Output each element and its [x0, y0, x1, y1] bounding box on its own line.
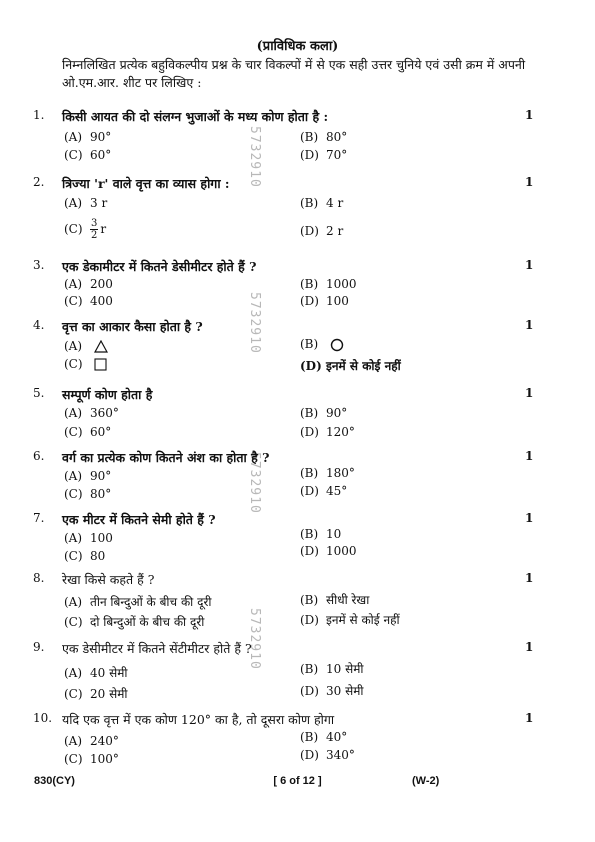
circle-icon: [330, 338, 344, 352]
square-icon: [94, 358, 108, 371]
question-text: रेखा किसे कहते हैं ?: [62, 572, 155, 587]
option-a: (A) 360°: [64, 406, 119, 420]
option-c: (C) 80°: [64, 487, 112, 501]
paper-set: (W-2): [412, 775, 440, 787]
option-b: (B) 1000: [300, 277, 357, 291]
question-marks: 1: [525, 175, 534, 189]
watermark-2: 5732910: [247, 292, 262, 354]
option-b: (B) 10: [300, 527, 342, 541]
section-title: (प्राविधिक कला): [256, 39, 339, 54]
question-text: सम्पूर्ण कोण होता है: [62, 387, 153, 402]
watermark-1: 5732910: [247, 126, 262, 188]
option-d: (D) 45°: [300, 484, 348, 498]
option-c: (C) 60°: [64, 425, 112, 439]
paper-code: 830(CY): [34, 775, 75, 787]
question-marks: 1: [525, 449, 534, 463]
question-marks: 1: [525, 711, 534, 725]
question-text: किसी आयत की दो संलग्न भुजाओं के मध्य कोण होता है :: [62, 109, 329, 124]
question-text: यदि एक वृत्त में एक कोण 120° का है, तो दूसरा कोण होगा: [62, 712, 335, 727]
page-number: [ 6 of 12 ]: [273, 775, 322, 787]
option-a: (A) 90°: [64, 130, 112, 144]
option-a: (A) तीन बिन्दुओं के बीच की दूरी: [64, 595, 212, 609]
option-d: (D) इनमें से कोई नहीं: [300, 613, 400, 627]
question-text: वृत्त का आकार कैसा होता है ?: [62, 319, 203, 334]
option-a: (A) 200: [64, 277, 113, 291]
option-d: (D) इनमें से कोई नहीं: [300, 359, 401, 373]
question-marks: 1: [525, 318, 534, 332]
option-d: (D) 120°: [300, 425, 355, 439]
question-text: एक डेकामीटर में कितने डेसीमीटर होते हैं ?: [62, 259, 257, 274]
triangle-icon: [94, 340, 108, 353]
option-a: (A): [64, 339, 108, 353]
question-marks: 1: [525, 386, 534, 400]
option-a: (A) 3 r: [64, 196, 108, 210]
option-c: (C) 400: [64, 294, 113, 308]
question-text: एक मीटर में कितने सेमी होते हैं ?: [62, 512, 216, 527]
option-c: (C) 20 सेमी: [64, 687, 128, 701]
option-b: (B) 4 r: [300, 196, 344, 210]
question-number: 7.: [33, 511, 45, 525]
question-number: 2.: [33, 175, 45, 189]
question-number: 6.: [33, 449, 45, 463]
option-a: (A) 40 सेमी: [64, 666, 128, 680]
question-marks: 1: [525, 511, 534, 525]
question-marks: 1: [525, 571, 534, 585]
option-c: (C) 100°: [64, 752, 119, 766]
option-d: (D) 70°: [300, 148, 348, 162]
option-c: (C) $\frac{3}{2}$ r: [64, 218, 107, 241]
question-number: 4.: [33, 318, 45, 332]
question-text: एक डेसीमीटर में कितने सेंटीमीटर होते हैं ?: [62, 641, 252, 656]
question-number: 10.: [33, 711, 53, 725]
question-number: 5.: [33, 386, 45, 400]
option-b: (B) 10 सेमी: [300, 662, 364, 676]
option-d: (D) 2 r: [300, 224, 344, 238]
option-b: (B) सीधी रेखा: [300, 593, 370, 607]
question-text: वर्ग का प्रत्येक कोण कितने अंश का होता है ?: [62, 450, 270, 465]
question-marks: 1: [525, 258, 534, 272]
option-d: (D) 100: [300, 294, 349, 308]
option-c: (C) 60°: [64, 148, 112, 162]
question-marks: 1: [525, 640, 534, 654]
option-a: (A) 100: [64, 531, 113, 545]
option-a: (A) 90°: [64, 469, 112, 483]
option-d: (D) 1000: [300, 544, 357, 558]
question-number: 9.: [33, 640, 45, 654]
option-d: (D) 30 सेमी: [300, 684, 364, 698]
option-c: (C) 80: [64, 549, 106, 563]
instructions: निम्नलिखित प्रत्येक बहुविकल्पीय प्रश्न के चार विकल्पों में से एक सही उत्तर चुनिये एवं उसी क्रम में अपनी ओ.एम.आर. शीट पर लिखिए :: [62, 57, 526, 90]
option-c: (C): [64, 357, 108, 371]
question-number: 8.: [33, 571, 45, 585]
option-b: (B): [300, 337, 344, 352]
option-a: (A) 240°: [64, 734, 119, 748]
question-number: 1.: [33, 108, 45, 122]
question-number: 3.: [33, 258, 45, 272]
option-b: (B) 40°: [300, 730, 348, 744]
watermark-3: 5732910: [247, 452, 262, 514]
watermark-4: 5732910: [247, 608, 262, 670]
option-b: (B) 90°: [300, 406, 348, 420]
question-text: त्रिज्या 'r' वाले वृत्त का व्यास होगा :: [62, 176, 230, 191]
option-b: (B) 180°: [300, 466, 355, 480]
fraction-three-halves: $\frac{3}{2}$: [91, 218, 98, 241]
option-c: (C) दो बिन्दुओं के बीच की दूरी: [64, 615, 205, 629]
option-b: (B) 80°: [300, 130, 348, 144]
question-marks: 1: [525, 108, 534, 122]
option-d: (D) 340°: [300, 748, 355, 762]
